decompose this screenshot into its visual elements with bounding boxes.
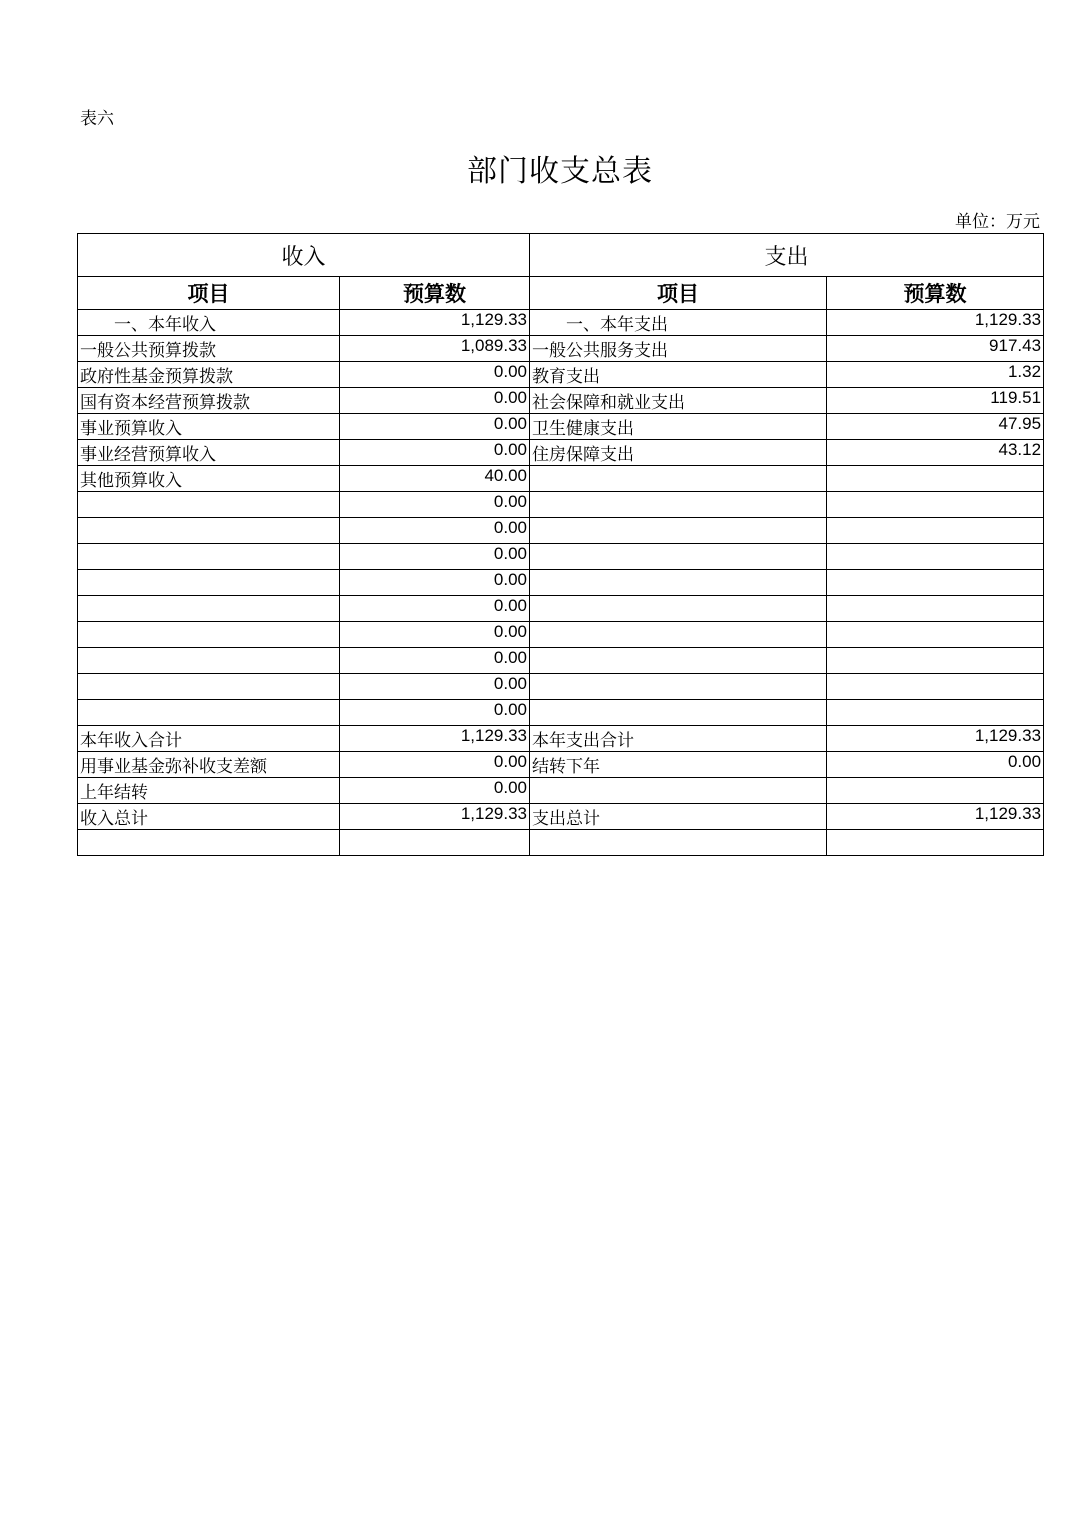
table-row (78, 804, 1044, 830)
income-value-cell: 0.00 (340, 388, 530, 414)
income-item-cell (78, 596, 340, 622)
table-row (78, 414, 1044, 440)
expense-item-cell: 社会保障和就业支出 (530, 388, 827, 414)
expense-value-cell (827, 570, 1044, 596)
income-value-cell: 0.00 (340, 622, 530, 648)
income-value-cell: 0.00 (340, 778, 530, 804)
expense-item-cell (530, 518, 827, 544)
income-item-cell (78, 544, 340, 570)
income-item-cell: 国有资本经营预算拨款 (78, 388, 340, 414)
income-value-cell: 0.00 (340, 570, 530, 596)
table-label: 表六 (80, 109, 114, 129)
expense-value-cell: 1,129.33 (827, 804, 1044, 830)
expense-value-cell (827, 830, 1044, 856)
income-value-cell: 0.00 (340, 648, 530, 674)
expense-item-cell: 本年支出合计 (530, 726, 827, 752)
expense-value-cell (827, 778, 1044, 804)
expense-item-cell: 一般公共服务支出 (530, 336, 827, 362)
table-row (78, 518, 1044, 544)
income-item-cell (78, 648, 340, 674)
income-item-cell: 事业预算收入 (78, 414, 340, 440)
income-value-cell: 0.00 (340, 414, 530, 440)
table-row (78, 362, 1044, 388)
page-title: 部门收支总表 (467, 154, 653, 189)
income-item-cell (78, 570, 340, 596)
income-budget-header: 预算数 (340, 277, 530, 310)
expense-item-cell (530, 466, 827, 492)
unit-label: 单位：万元 (955, 212, 1040, 232)
income-value-cell: 0.00 (340, 700, 530, 726)
expense-value-cell (827, 466, 1044, 492)
expense-value-cell: 1,129.33 (827, 310, 1044, 336)
income-item-cell (78, 830, 340, 856)
expense-value-cell (827, 518, 1044, 544)
expense-value-cell: 1,129.33 (827, 726, 1044, 752)
expense-item-cell: 支出总计 (530, 804, 827, 830)
expense-value-cell: 43.12 (827, 440, 1044, 466)
column-header-row (78, 277, 1044, 310)
income-item-cell (78, 492, 340, 518)
expense-item-cell: 教育支出 (530, 362, 827, 388)
table-row (78, 310, 1044, 336)
income-value-cell: 0.00 (340, 362, 530, 388)
income-value-cell: 0.00 (340, 544, 530, 570)
table-row (78, 440, 1044, 466)
expense-value-cell: 119.51 (827, 388, 1044, 414)
expense-item-cell: 一、本年支出 (530, 310, 827, 336)
group-header-row (78, 234, 1044, 277)
table-row (78, 570, 1044, 596)
expense-item-cell (530, 700, 827, 726)
income-value-cell: 40.00 (340, 466, 530, 492)
table-row (78, 492, 1044, 518)
income-value-cell: 0.00 (340, 674, 530, 700)
expense-item-cell (530, 674, 827, 700)
table-row (78, 336, 1044, 362)
expense-value-cell: 917.43 (827, 336, 1044, 362)
income-group-header: 收入 (78, 234, 530, 277)
table-body (78, 310, 1044, 856)
expense-value-cell (827, 544, 1044, 570)
expense-budget-header: 预算数 (827, 277, 1044, 310)
income-value-cell: 0.00 (340, 440, 530, 466)
income-item-cell: 收入总计 (78, 804, 340, 830)
expense-value-cell (827, 674, 1044, 700)
income-item-cell (78, 518, 340, 544)
expense-item-cell: 住房保障支出 (530, 440, 827, 466)
income-item-cell (78, 700, 340, 726)
expense-value-cell: 1.32 (827, 362, 1044, 388)
expense-item-cell (530, 492, 827, 518)
income-item-header: 项目 (78, 277, 340, 310)
table-row (78, 466, 1044, 492)
expense-item-cell (530, 778, 827, 804)
income-value-cell: 1,129.33 (340, 726, 530, 752)
table-row (78, 700, 1044, 726)
expense-item-cell (530, 622, 827, 648)
expense-value-cell: 47.95 (827, 414, 1044, 440)
table-row (78, 726, 1044, 752)
expense-item-cell (530, 570, 827, 596)
income-value-cell: 1,089.33 (340, 336, 530, 362)
table-row (78, 388, 1044, 414)
income-value-cell: 1,129.33 (340, 310, 530, 336)
income-value-cell: 0.00 (340, 752, 530, 778)
expense-item-cell: 卫生健康支出 (530, 414, 827, 440)
income-item-cell: 事业经营预算收入 (78, 440, 340, 466)
income-value-cell: 0.00 (340, 492, 530, 518)
income-item-cell: 本年收入合计 (78, 726, 340, 752)
expense-item-cell (530, 544, 827, 570)
expense-item-cell (530, 830, 827, 856)
table-row (78, 674, 1044, 700)
table-row (78, 778, 1044, 804)
income-item-cell: 一、本年收入 (78, 310, 340, 336)
expense-item-cell: 结转下年 (530, 752, 827, 778)
income-item-cell: 政府性基金预算拨款 (78, 362, 340, 388)
income-item-cell: 用事业基金弥补收支差额 (78, 752, 340, 778)
expense-value-cell (827, 596, 1044, 622)
expense-item-header: 项目 (530, 277, 827, 310)
income-value-cell (340, 830, 530, 856)
expense-group-header: 支出 (530, 234, 1044, 277)
income-item-cell: 一般公共预算拨款 (78, 336, 340, 362)
table-row (78, 752, 1044, 778)
table-row (78, 648, 1044, 674)
expense-value-cell: 0.00 (827, 752, 1044, 778)
budget-table (77, 233, 1044, 856)
table-row (78, 544, 1044, 570)
income-item-cell (78, 622, 340, 648)
income-value-cell: 1,129.33 (340, 804, 530, 830)
table-row (78, 596, 1044, 622)
expense-value-cell (827, 622, 1044, 648)
income-value-cell: 0.00 (340, 518, 530, 544)
expense-item-cell (530, 596, 827, 622)
expense-value-cell (827, 700, 1044, 726)
income-item-cell: 其他预算收入 (78, 466, 340, 492)
income-item-cell: 上年结转 (78, 778, 340, 804)
expense-value-cell (827, 492, 1044, 518)
table-row (78, 622, 1044, 648)
table-row (78, 830, 1044, 856)
income-item-cell (78, 674, 340, 700)
expense-item-cell (530, 648, 827, 674)
income-value-cell: 0.00 (340, 596, 530, 622)
expense-value-cell (827, 648, 1044, 674)
